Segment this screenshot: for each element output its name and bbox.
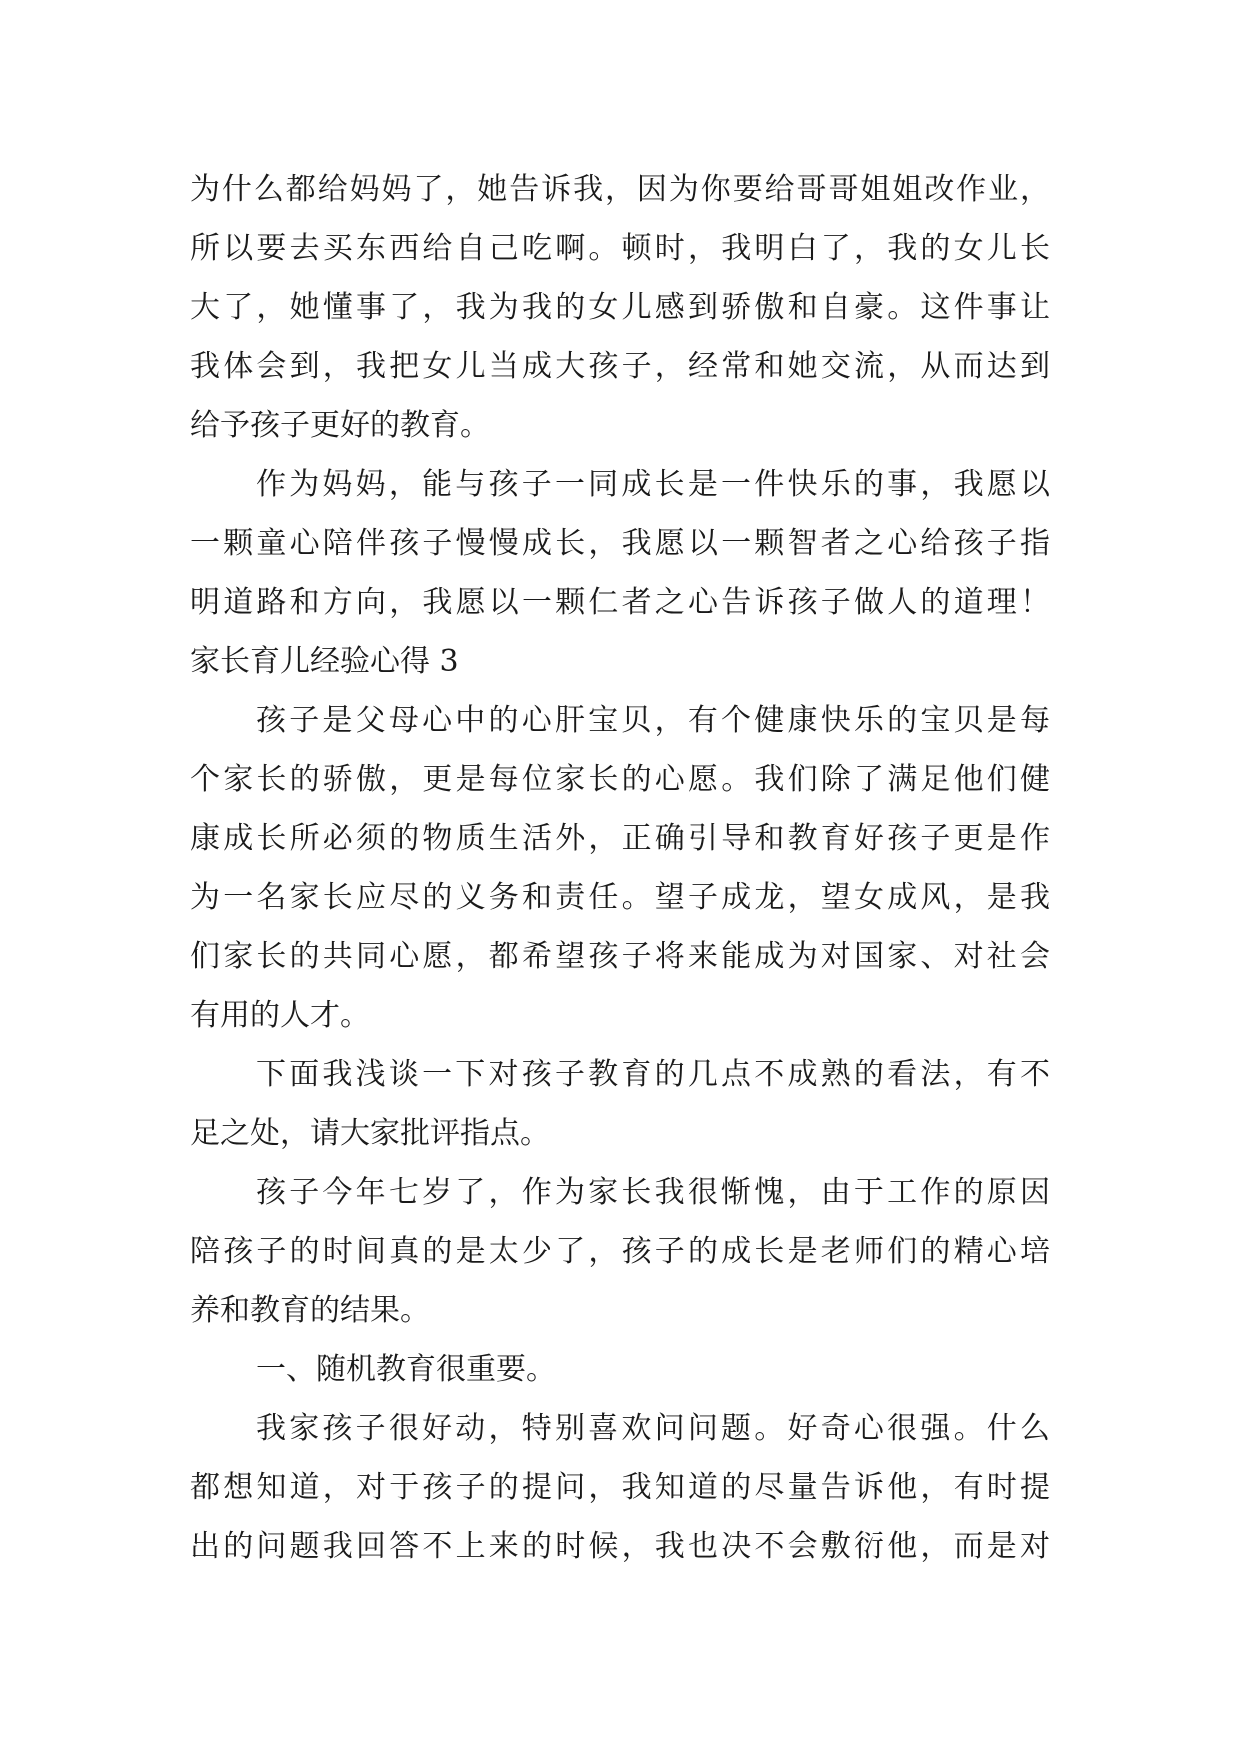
text-line: 一颗童心陪伴孩子慢慢成长，我愿以一颗智者之心给孩子指 [190,526,1050,561]
text-line: 陪孩子的时间真的是太少了，孩子的成长是老师们的精心培 [190,1234,1050,1269]
text-line: 为一名家长应尽的义务和责任。望子成龙，望女成风，是我 [190,880,1050,915]
text-line: 们家长的共同心愿，都希望孩子将来能成为对国家、对社会 [190,939,1050,974]
text-line: 我体会到，我把女儿当成大孩子，经常和她交流，从而达到 [190,349,1050,384]
text-line: 所以要去买东西给自己吃啊。顿时，我明白了，我的女儿长 [190,231,1050,266]
text-line: 出的问题我回答不上来的时候，我也决不会敷衍他，而是对 [190,1529,1050,1564]
paragraph-start-line: 我家孩子很好动，特别喜欢问问题。好奇心很强。什么 [256,1411,1050,1446]
paragraph-start-line: 下面我浅谈一下对孩子教育的几点不成熟的看法，有不 [256,1057,1050,1092]
subheading-line: 一、随机教育很重要。 [256,1352,556,1387]
text-line: 养和教育的结果。 [190,1293,430,1328]
text-line: 个家长的骄傲，更是每位家长的心愿。我们除了满足他们健 [190,762,1050,797]
text-line: 都想知道，对于孩子的提问，我知道的尽量告诉他，有时提 [190,1470,1050,1505]
paragraph-start-line: 孩子是父母心中的心肝宝贝，有个健康快乐的宝贝是每 [256,703,1050,738]
document-body [190,160,1050,1576]
text-line: 大了，她懂事了，我为我的女儿感到骄傲和自豪。这件事让 [190,290,1050,325]
text-line: 为什么都给妈妈了，她告诉我，因为你要给哥哥姐姐改作业， [190,172,1050,207]
text-line: 给予孩子更好的教育。 [190,408,490,443]
paragraph-start-line: 作为妈妈，能与孩子一同成长是一件快乐的事，我愿以 [256,467,1050,502]
text-line: 足之处，请大家批评指点。 [190,1116,550,1151]
section-title: 家长育儿经验心得 3 [190,644,459,679]
paragraph-start-line: 孩子今年七岁了，作为家长我很惭愧，由于工作的原因 [256,1175,1050,1210]
text-line: 明道路和方向，我愿以一颗仁者之心告诉孩子做人的道理！ [190,585,1050,620]
text-line: 有用的人才。 [190,998,370,1033]
text-line: 康成长所必须的物质生活外，正确引导和教育好孩子更是作 [190,821,1050,856]
